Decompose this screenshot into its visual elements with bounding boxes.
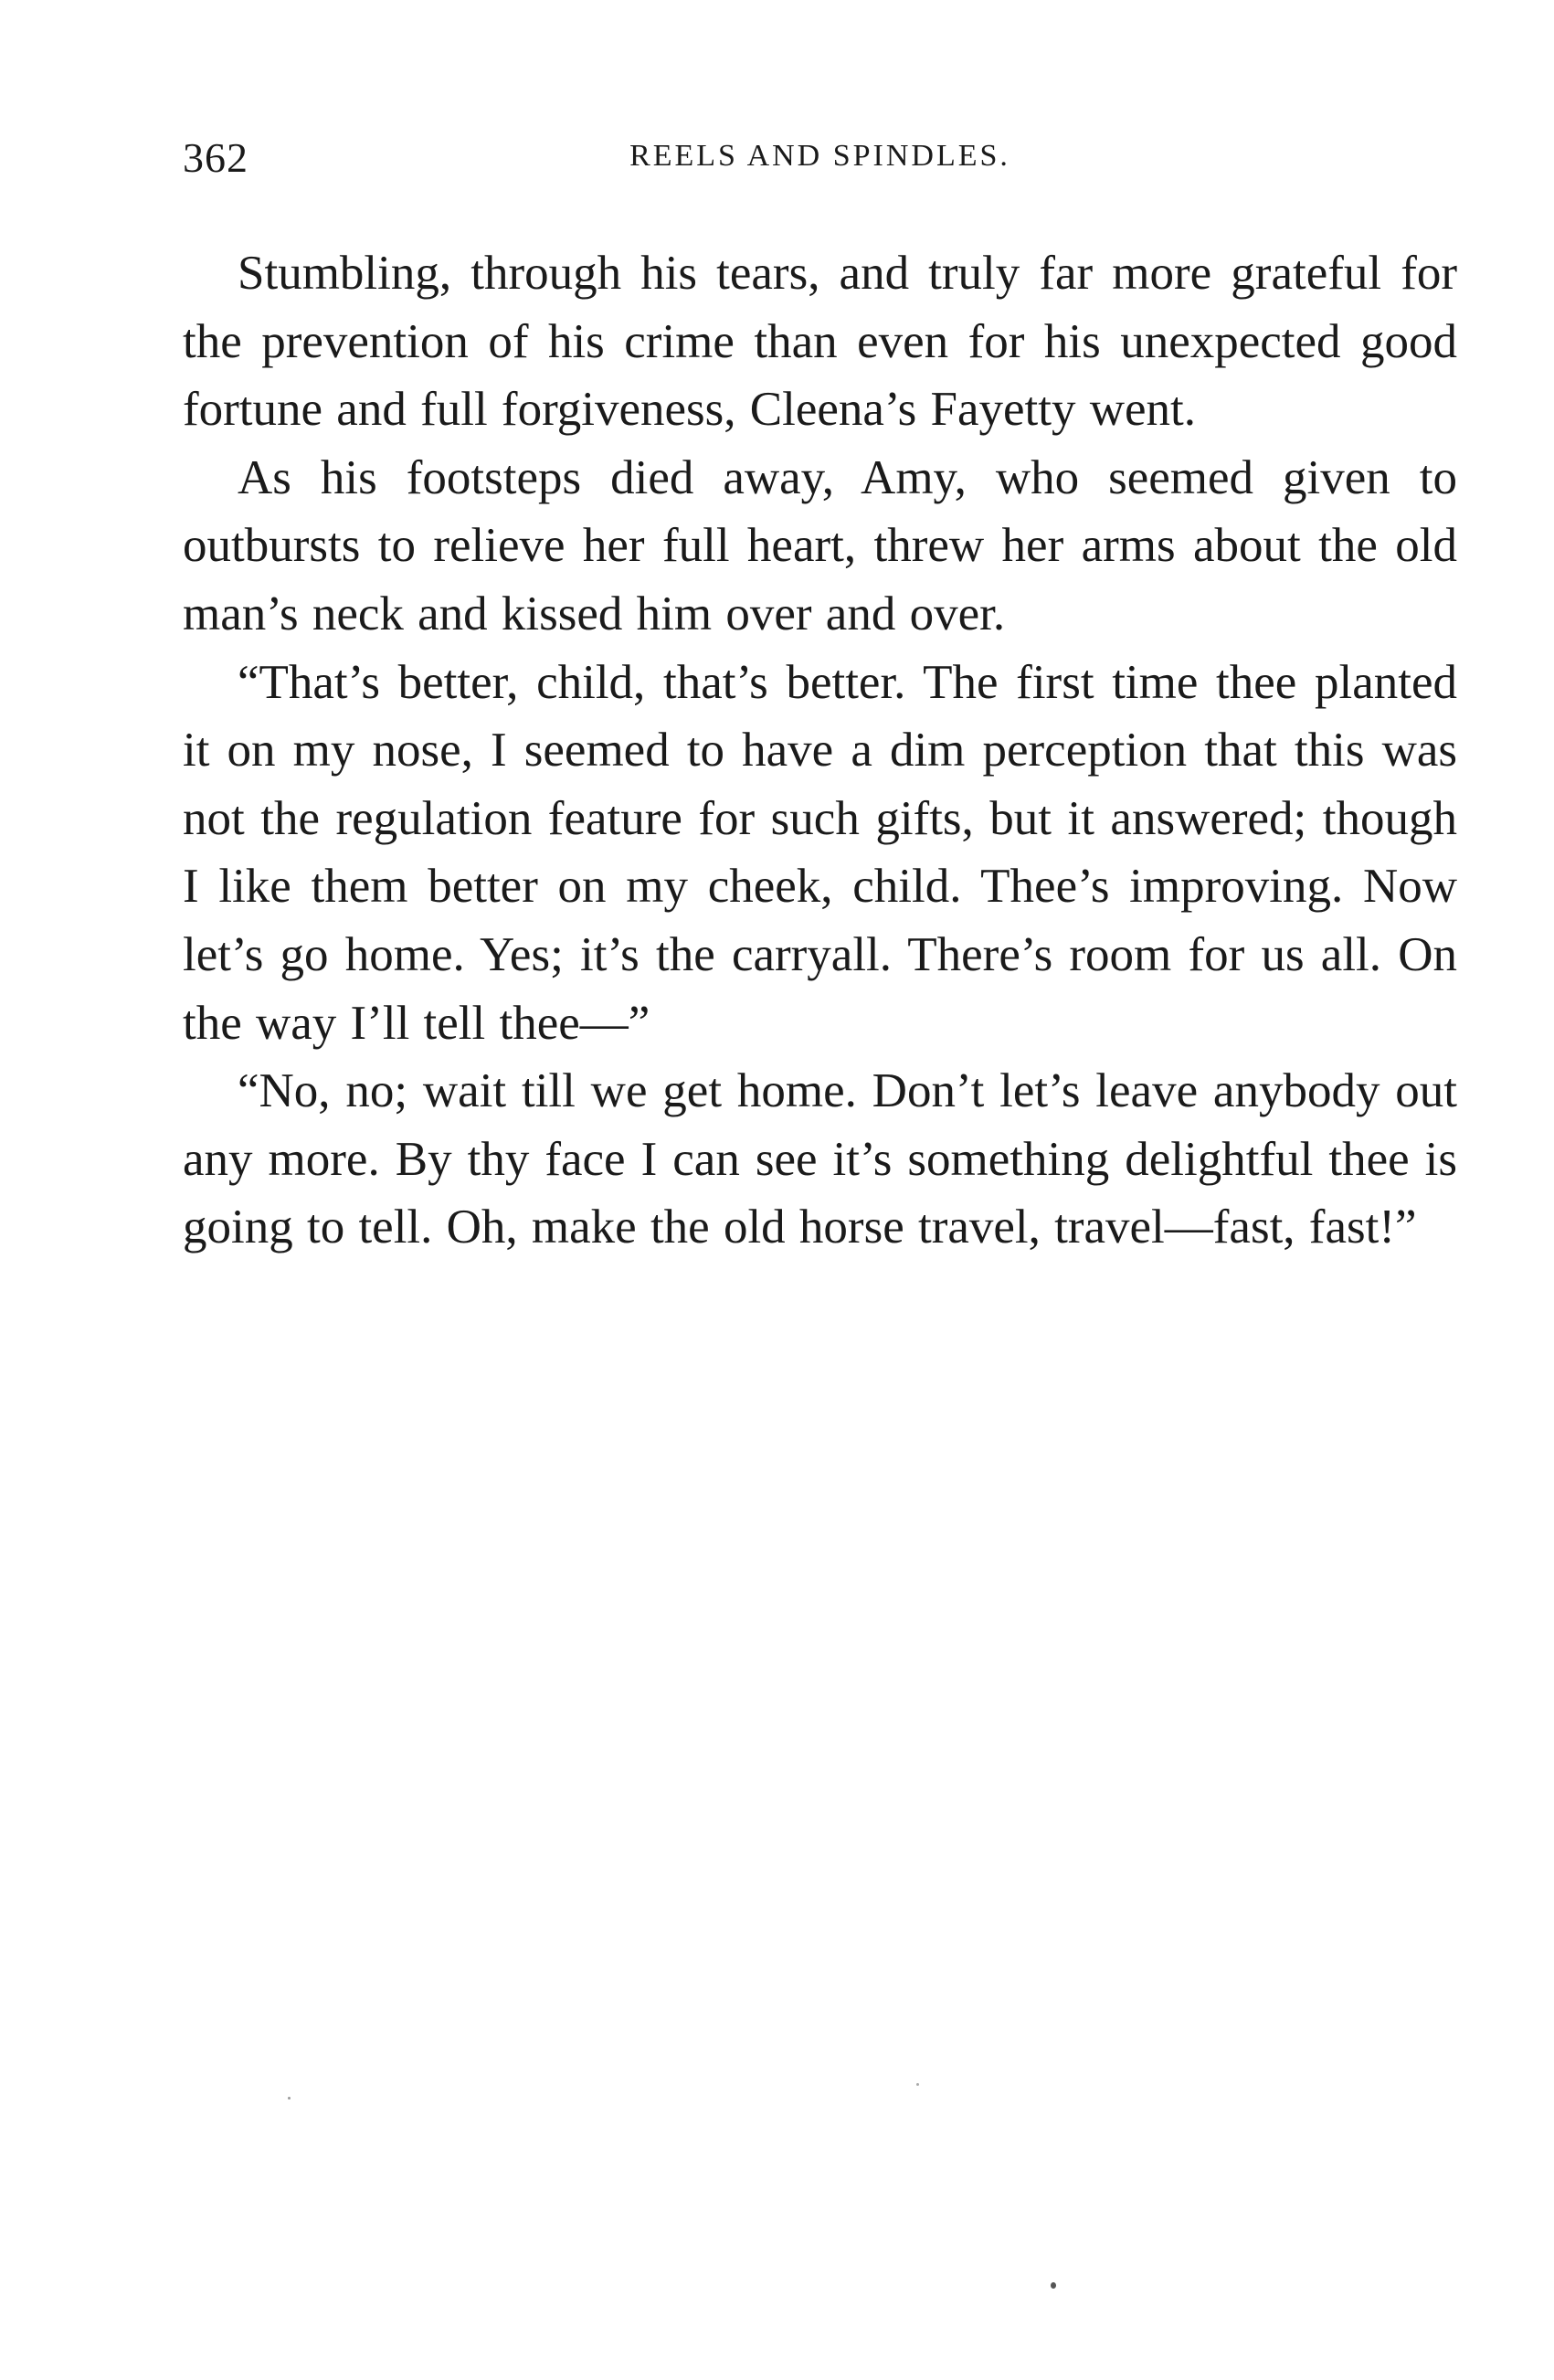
page-number: 362	[183, 134, 248, 181]
paragraph: “That’s better, child, that’s better. The first time thee planted it on my nose, I seemed to have a dim perception that this was not the regulation feature for such gifts, but it answered; though I like them better on my cheek, child. Thee’s improving. Now let’s go home. Yes; it’s the carryall. There’s room for us all. On the way I’ll tell thee—”	[183, 655, 1457, 1050]
print-speck	[916, 2083, 919, 2086]
running-head	[183, 128, 1457, 192]
paragraph: “No, no; wait till we get home. Don’t let’s leave anybody out any more. By thy face I can see it’s something delightful thee is going to tell. Oh, make the old horse travel, travel—fast, fast!”	[183, 1064, 1457, 1254]
print-speck	[1051, 2282, 1056, 2289]
running-title: REELS AND SPINDLES.	[629, 139, 1010, 173]
print-speck	[288, 2097, 291, 2100]
paragraph: As his footsteps died away, Amy, who seemed given to outbursts to relieve her full heart, threw her arms about the old man’s neck and kissed him over and over.	[183, 450, 1457, 640]
body-text	[183, 239, 1457, 1262]
paragraph: Stumbling, through his tears, and truly far more grateful for the prevention of his crime than even for his unexpected good fortune and full forgiveness, Cleena’s Fayetty went.	[183, 247, 1457, 437]
